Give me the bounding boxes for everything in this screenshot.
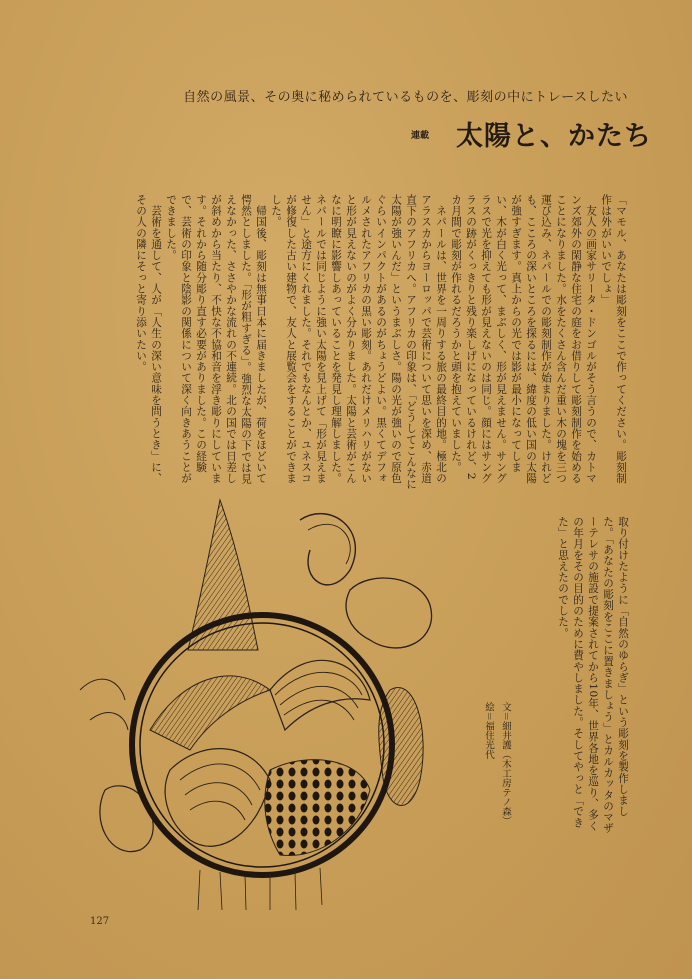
credits [474, 702, 514, 852]
article-body-main [86, 194, 628, 491]
article-title: 太陽と、かたち [456, 121, 652, 152]
article-text-secondary: 取り付けたように「自然のゆらぎ」という彫刻を製作しました。「あなたの彫刻をここに置きましょう」とカルカッタのマザーテレサの施設で提案されてから10年、世界各地を巡り、多くの年月をその目的のために費やしました。そしてやっと「できた」と思えたのでした。 [557, 516, 629, 835]
series-tag: 連載 [411, 131, 430, 141]
illustrator-credit: 絵＝福住光代 [483, 702, 494, 760]
botanical-illustration [70, 490, 470, 910]
article-text: 「マモル、あなたは彫刻をここで作ってください。彫刻制作は外がいいでしょ」 友人の画家サリータ・ドンゴルがそう言うので、カトマンズ郊外の閑静な住宅の庭をお借りして彫刻制作を始めることになりました。水をたくさん含んだ重い木の塊を三つ運び込み、ネパールでの彫刻制作が始まりました。けれども、こころの深いところを探るには、緯度の低い国の太陽が強すぎます。真上からの光では影が最小になってしまい、木が白く光って、まぶしく、形が見えません。サングラスで光を抑えても形が見えないのは同じ。顔にはサングラスの跡がくっきりと残り楽しげになっているけれど、2カ月間で彫刻が作れるだろうかと頭を抱えていました。 ネパールは、世界を一周りする旅の最終目的地。極北のアラスカからヨーロッパで芸術について思いを深め、赤道直下のアフリカへ。アフリカの印象は、「どうしてこんなに太陽が強いんだ」というまぶしさ。陽の光が強いので原色ぐらいインパクトがあるのがちょうどよい。黒くてデフォルメされたアフリカの黒い彫刻。あれだけメリハリがないと形が見えないのがよく分かりました。太陽と芸術がこんなに明瞭に影響しあっていることを発見し理解しました。ネパールでは同じように強い太陽を見上げて「形が見えません」と途方にくれました。それでもなんとか、ユネスコが修復した古い建物で、友人と展覧会をすることができました。 帰国後、彫刻は無事日本に届きましたが、荷をほどいて愕然としました。「形が粗すぎる」。強烈な太陽の下では見えなかった、ささやかな流れの不連続。北の国では日差しが斜めから当たり、不快な不協和音を浮き彫りにしています。それから随分彫り直す必要がありました。この経験で、芸術の印象と陰影の関係について深く向きあうことができました。 芸術を通して、人が「人生の深い意味を問うとき」に、その人の隣にそっと寄り添いたい。 [135, 194, 627, 490]
article-subtitle: 自然の風景、その奥に秘められているものを、彫刻の中にトレースしたい [183, 90, 628, 105]
article-body-secondary [522, 516, 630, 839]
author-credit: 文＝細井護（木工房テノ森） [500, 702, 511, 826]
page-number: 127 [90, 916, 110, 927]
